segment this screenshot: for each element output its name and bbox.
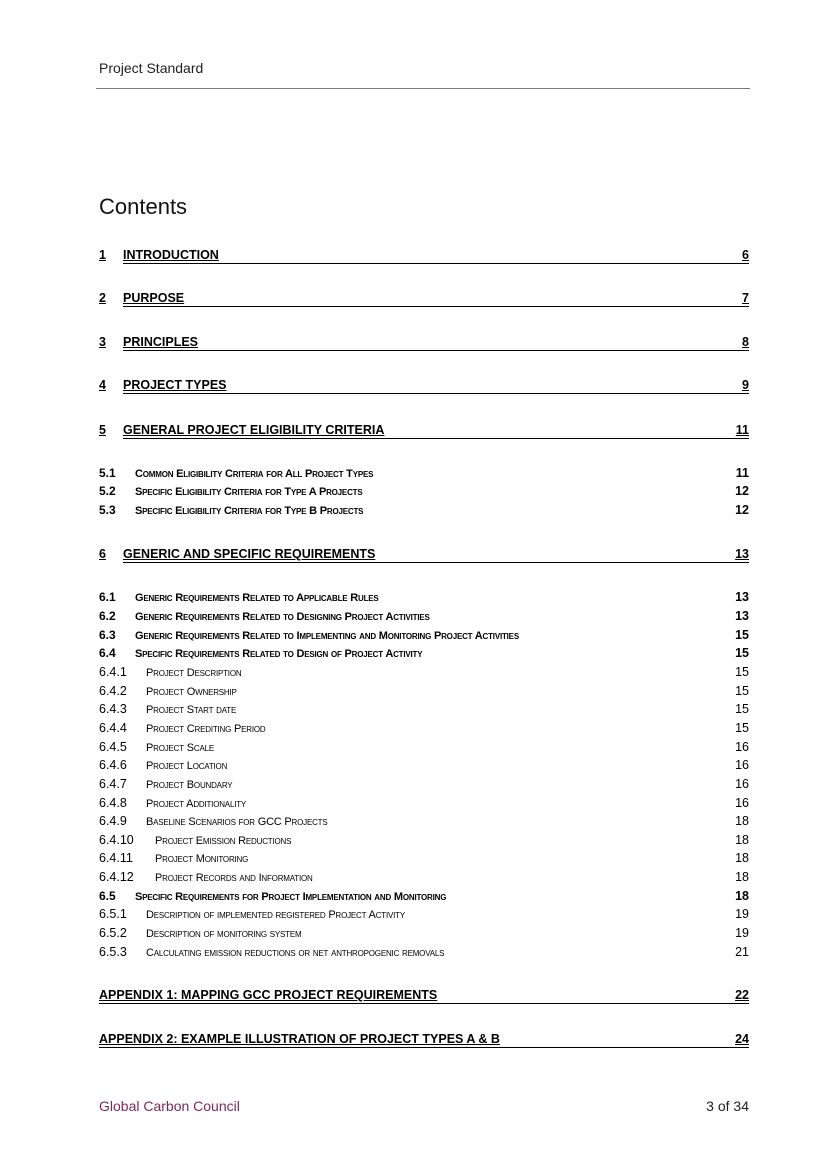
toc-entry-number: 2 [99,291,106,305]
toc-entry-6-4-4[interactable] [99,721,749,735]
toc-entry-5[interactable] [99,423,749,437]
toc-entry-label: Specific Eligibility Criteria for Type A Projects [135,486,363,498]
toc-entry-number: 6.4.7 [99,777,127,791]
toc-entry-page: 15 [735,628,749,642]
toc-entry-label: Project Location [146,760,228,772]
toc-entry-6-4-2[interactable] [99,684,749,698]
toc-entry-page: 13 [735,609,749,623]
toc-entry-page: 16 [735,740,749,754]
toc-entry-label: Description of monitoring system [146,928,302,940]
footer-page-number: 3 of 34 [706,1098,749,1114]
toc-entry-label: Project Emission Reductions [155,835,292,847]
toc-entry-6[interactable] [99,547,749,561]
toc-entry-number: 6.5.3 [99,945,127,959]
toc-entry-4[interactable] [99,378,749,392]
toc-entry-label: APPENDIX 2: EXAMPLE ILLUSTRATION OF PROJECT TYPES A & B [99,1032,500,1046]
toc-entry-6-4-10[interactable] [99,833,749,847]
toc-entry-label: Generic Requirements Related to Designing Project Activities [135,611,430,623]
toc-leader-line [123,393,749,394]
toc-leader-line [123,562,749,563]
toc-entry-page: 18 [735,870,749,884]
toc-entry-number: 4 [99,378,106,392]
toc-entry-number: 6.1 [99,590,116,604]
toc-entry-number: 6.4.1 [99,665,127,679]
toc-entry-number: 6.4.10 [99,833,134,847]
toc-entry-page: 12 [735,484,749,498]
toc-entry-label: APPENDIX 1: MAPPING GCC PROJECT REQUIREMENTS [99,988,438,1002]
toc-entry-6-4-6[interactable] [99,758,749,772]
toc-title: Contents [99,194,188,219]
toc-entry-page: 16 [735,777,749,791]
toc-entry-page: 19 [735,926,749,940]
toc-entry-6-5-2[interactable] [99,926,749,940]
toc-entry-6-5-1[interactable] [99,907,749,921]
toc-entry-6-4-12[interactable] [99,870,749,884]
toc-entry-label: Specific Eligibility Criteria for Type B Projects [135,505,364,517]
toc-entry-6-4-3[interactable] [99,702,749,716]
toc-entry-label: Generic Requirements Related to Applicable Rules [135,592,379,604]
toc-entry-page: 24 [735,1032,749,1046]
toc-entry-label: Project Ownership [146,686,237,698]
toc-entry-appendix-1[interactable] [99,988,749,1002]
toc-entry-page: 15 [735,665,749,679]
toc-entry-5-1[interactable] [99,466,749,480]
toc-entry-6-2[interactable] [99,609,749,623]
toc-entry-number: 6 [99,547,106,561]
toc-entry-label: GENERAL PROJECT ELIGIBILITY CRITERIA [123,423,385,437]
toc-entry-6-3[interactable] [99,628,749,642]
toc-entry-number: 6.3 [99,628,116,642]
toc-entry-page: 16 [735,758,749,772]
toc-entry-page: 13 [735,547,749,561]
toc-entry-label: Project Monitoring [155,853,249,865]
toc-entry-label: Baseline Scenarios for GCC Projects [146,816,328,828]
toc-entry-label: Project Start date [146,704,237,716]
toc-entry-page: 18 [735,889,749,903]
toc-entry-number: 6.2 [99,609,116,623]
header-divider [96,88,750,89]
toc-entry-3[interactable] [99,335,749,349]
toc-entry-page: 21 [735,945,749,959]
toc-entry-page: 18 [735,833,749,847]
toc-entry-number: 6.4.3 [99,702,127,716]
toc-entry-label: Project Scale [146,742,215,754]
toc-entry-6-4-7[interactable] [99,777,749,791]
toc-leader-line [99,1047,749,1048]
toc-entry-label: Project Additionality [146,798,247,810]
toc-entry-6-4[interactable] [99,646,749,660]
toc-entry-6-5-3[interactable] [99,945,749,959]
toc-entry-5-2[interactable] [99,484,749,498]
toc-entry-number: 6.4.9 [99,814,127,828]
toc-entry-label: GENERIC AND SPECIFIC REQUIREMENTS [123,547,376,561]
toc-entry-page: 6 [742,248,749,262]
toc-leader-line [123,350,749,351]
toc-entry-page: 13 [735,590,749,604]
toc-entry-number: 3 [99,335,106,349]
toc-entry-number: 5 [99,423,106,437]
toc-entry-label: Specific Requirements Related to Design of Project Activity [135,648,423,660]
toc-entry-page: 12 [735,503,749,517]
toc-entry-label: Project Boundary [146,779,233,791]
toc-entry-number: 1 [99,248,106,262]
footer-organization: Global Carbon Council [99,1098,240,1114]
toc-entry-number: 5.1 [99,466,116,480]
toc-entry-page: 9 [742,378,749,392]
toc-entry-number: 6.5 [99,889,116,903]
toc-entry-page: 16 [735,796,749,810]
toc-entry-page: 7 [742,291,749,305]
toc-entry-page: 15 [735,702,749,716]
toc-entry-number: 6.4 [99,646,116,660]
toc-entry-label: Common Eligibility Criteria for All Project Types [135,468,374,480]
toc-entry-page: 11 [735,466,749,480]
toc-entry-5-3[interactable] [99,503,749,517]
toc-entry-label: Calculating emission reductions or net anthropogenic removals [146,947,445,959]
toc-entry-page: 8 [742,335,749,349]
toc-entry-label: Project Description [146,667,242,679]
toc-entry-page: 18 [735,814,749,828]
toc-entry-6-4-8[interactable] [99,796,749,810]
toc-entry-2[interactable] [99,291,749,305]
toc-entry-number: 5.2 [99,484,116,498]
toc-entry-page: 18 [735,851,749,865]
toc-entry-number: 5.3 [99,503,116,517]
toc-entry-page: 15 [735,684,749,698]
toc-entry-6-4-1[interactable] [99,665,749,679]
toc-entry-label: PURPOSE [123,291,185,305]
toc-entry-appendix-2[interactable] [99,1032,749,1046]
toc-entry-label: PRINCIPLES [123,335,199,349]
toc-entry-number: 6.5.2 [99,926,127,940]
toc-entry-number: 6.4.6 [99,758,127,772]
toc-entry-6-4-9[interactable] [99,814,749,828]
toc-entry-label: Specific Requirements for Project Implementation and Monitoring [135,891,447,903]
toc-entry-6-1[interactable] [99,590,749,604]
toc-entry-number: 6.4.2 [99,684,127,698]
toc-entry-number: 6.4.12 [99,870,134,884]
toc-entry-label: Description of implemented registered Project Activity [146,909,405,921]
toc-entry-label: Project Records and Information [155,872,313,884]
toc-leader-line [123,306,749,307]
toc-entry-1[interactable] [99,248,749,262]
toc-entry-number: 6.5.1 [99,907,127,921]
toc-entry-label: Project Crediting Period [146,723,266,735]
toc-entry-page: 19 [735,907,749,921]
page-header-title: Project Standard [99,60,204,76]
toc-leader-line [99,1003,749,1004]
toc-entry-number: 6.4.5 [99,740,127,754]
toc-entry-label: Generic Requirements Related to Implementing and Monitoring Project Activities [135,630,519,642]
toc-leader-line [123,438,749,439]
toc-entry-6-5[interactable] [99,889,749,903]
toc-entry-label: PROJECT TYPES [123,378,227,392]
toc-entry-page: 22 [735,988,749,1002]
toc-entry-page: 11 [735,423,749,437]
toc-entry-6-4-5[interactable] [99,740,749,754]
toc-entry-number: 6.4.4 [99,721,127,735]
toc-entry-number: 6.4.8 [99,796,127,810]
toc-entry-page: 15 [735,721,749,735]
toc-entry-number: 6.4.11 [99,851,133,865]
toc-entry-page: 15 [735,646,749,660]
toc-leader-line [123,263,749,264]
toc-entry-label: INTRODUCTION [123,248,219,262]
toc-entry-6-4-11[interactable] [99,851,749,865]
